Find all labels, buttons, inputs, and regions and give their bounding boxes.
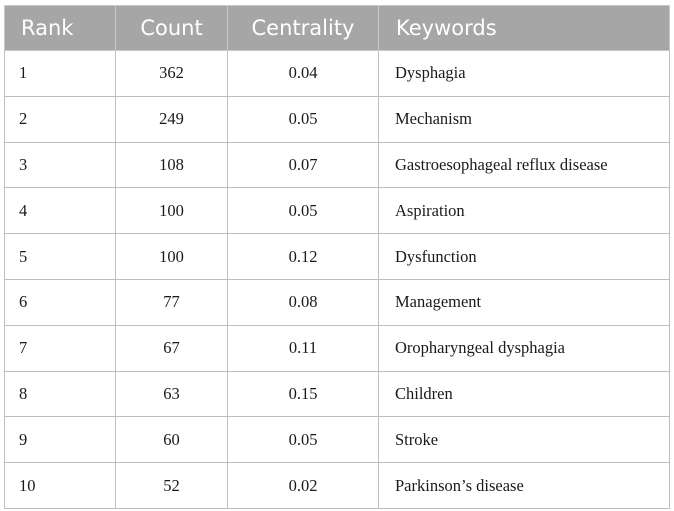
table-row	[5, 371, 670, 417]
cell-keyword: Mechanism	[379, 96, 670, 142]
table-row	[5, 417, 670, 463]
cell-rank: 8	[5, 371, 116, 417]
cell-centrality: 0.07	[228, 142, 379, 188]
cell-count: 67	[116, 325, 228, 371]
cell-centrality: 0.05	[228, 417, 379, 463]
cell-centrality: 0.12	[228, 234, 379, 280]
cell-centrality: 0.08	[228, 279, 379, 325]
cell-keyword: Dysfunction	[379, 234, 670, 280]
cell-centrality: 0.05	[228, 188, 379, 234]
table-row	[5, 279, 670, 325]
cell-centrality: 0.11	[228, 325, 379, 371]
header-centrality: Centrality	[228, 6, 379, 51]
cell-rank: 1	[5, 51, 116, 97]
cell-keyword: Oropharyngeal dysphagia	[379, 325, 670, 371]
table-header	[5, 6, 670, 51]
cell-centrality: 0.05	[228, 96, 379, 142]
cell-rank: 2	[5, 96, 116, 142]
cell-rank: 5	[5, 234, 116, 280]
cell-centrality: 0.04	[228, 51, 379, 97]
table-row	[5, 234, 670, 280]
cell-keyword: Aspiration	[379, 188, 670, 234]
cell-rank: 7	[5, 325, 116, 371]
header-keywords: Keywords	[379, 6, 670, 51]
cell-centrality: 0.02	[228, 463, 379, 509]
table-row	[5, 96, 670, 142]
cell-count: 52	[116, 463, 228, 509]
table-row	[5, 142, 670, 188]
cell-rank: 3	[5, 142, 116, 188]
cell-keyword: Dysphagia	[379, 51, 670, 97]
header-row	[5, 6, 670, 51]
cell-count: 60	[116, 417, 228, 463]
cell-keyword: Gastroesophageal reflux disease	[379, 142, 670, 188]
cell-keyword: Management	[379, 279, 670, 325]
cell-rank: 6	[5, 279, 116, 325]
cell-count: 63	[116, 371, 228, 417]
table-body	[5, 51, 670, 509]
header-count: Count	[116, 6, 228, 51]
table-row	[5, 188, 670, 234]
cell-centrality: 0.15	[228, 371, 379, 417]
cell-rank: 4	[5, 188, 116, 234]
cell-count: 77	[116, 279, 228, 325]
cell-count: 362	[116, 51, 228, 97]
cell-rank: 9	[5, 417, 116, 463]
table-row	[5, 325, 670, 371]
cell-rank: 10	[5, 463, 116, 509]
cell-keyword: Stroke	[379, 417, 670, 463]
cell-keyword: Children	[379, 371, 670, 417]
cell-count: 100	[116, 234, 228, 280]
header-rank: Rank	[5, 6, 116, 51]
table-row	[5, 51, 670, 97]
keywords-table	[4, 5, 670, 509]
cell-count: 100	[116, 188, 228, 234]
cell-count: 108	[116, 142, 228, 188]
cell-count: 249	[116, 96, 228, 142]
table-row	[5, 463, 670, 509]
cell-keyword: Parkinson’s disease	[379, 463, 670, 509]
